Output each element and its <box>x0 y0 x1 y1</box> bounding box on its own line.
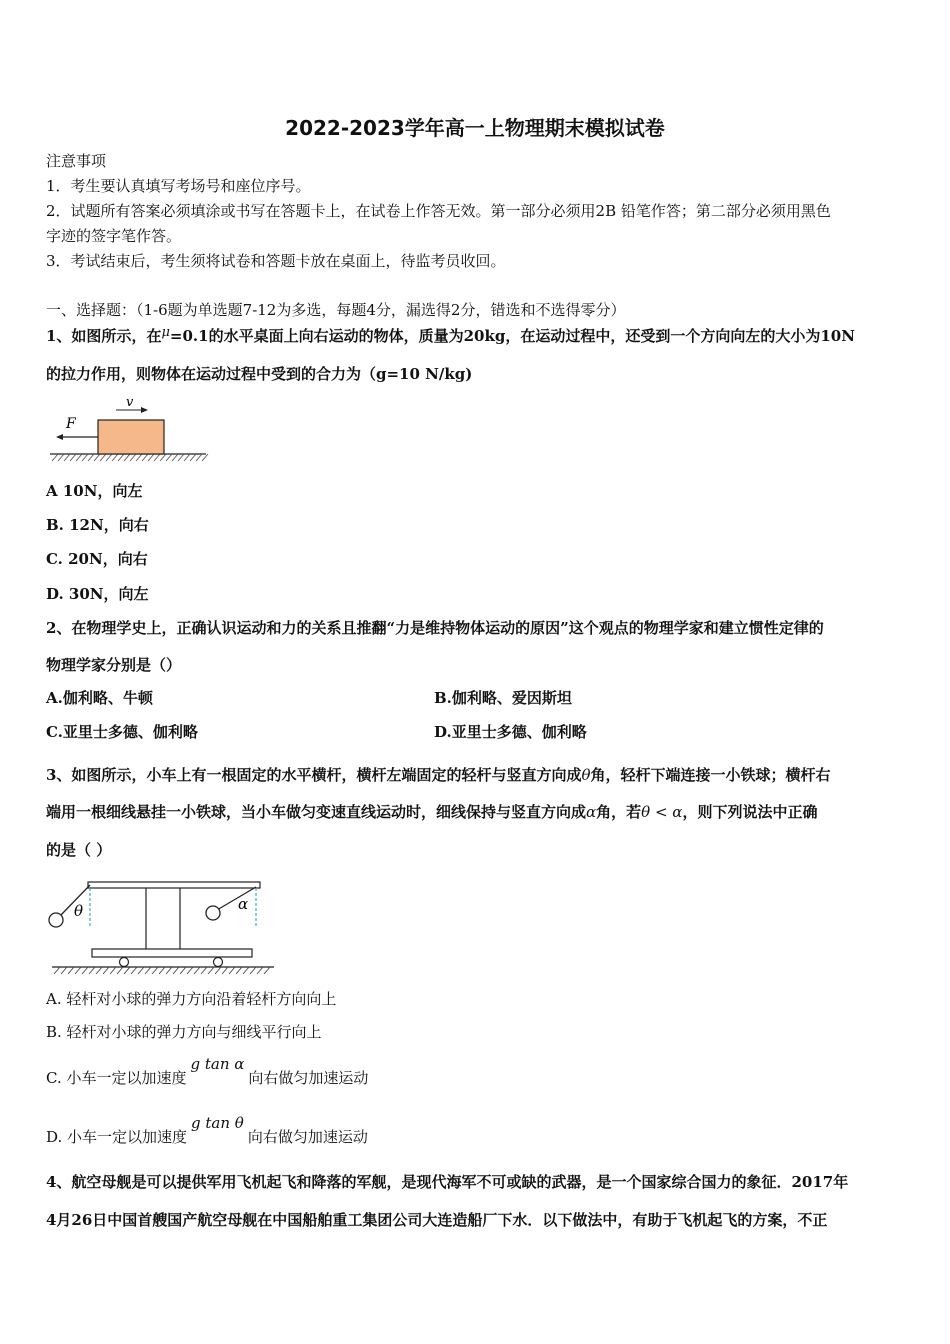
q3-option-c <box>46 1055 908 1089</box>
q3-theta: θ <box>581 766 591 784</box>
q1-option-c: C. 20N，向右 <box>46 550 148 568</box>
left-ball <box>49 913 63 927</box>
q3-option-d <box>46 1114 908 1148</box>
q4-line-1: 4、航空母舰是可以提供军用飞机起飞和降落的军舰，是现代海军不可或缺的武器，是一个国家综合国力的象征．2017年 <box>46 1173 849 1191</box>
force-arrowhead <box>56 434 63 440</box>
q2-option-d: D.亚里士多德、伽利略 <box>434 723 587 741</box>
q3-text-1b: 角，轻杆下端连接一小铁球；横杆右 <box>590 766 831 784</box>
q3-optd-text-a: D. 小车一定以加速度 <box>46 1128 188 1146</box>
q1-figure <box>46 393 211 468</box>
q1-line-1 <box>46 325 908 349</box>
q3-text-2b: 角，若 <box>596 803 642 821</box>
q3-line-3: 的是（ ） <box>46 841 112 859</box>
notice-item-2: 2．试题所有答案必须填涂或书写在答题卡上，在试卷上作答无效。第一部分必须用2B 铅笔作答；第二部分必须用黑色 <box>46 202 831 220</box>
string <box>217 887 256 910</box>
notice-item-1: 1．考生要认真填写考场号和座位序号。 <box>46 177 311 195</box>
q2-line-2: 物理学家分别是（） <box>46 656 182 674</box>
q2-option-c: C.亚里士多德、伽利略 <box>46 723 198 741</box>
cart-wheel-left <box>120 958 129 967</box>
force-label: F <box>66 416 76 432</box>
cart-ground <box>52 967 274 974</box>
q1-option-d: D. 30N，向左 <box>46 585 149 603</box>
q3-optc-math: g tan α <box>190 1055 245 1073</box>
q3-text-2c: ，则下列说法中正确 <box>682 803 818 821</box>
q3-text-1a: 3、如图所示，小车上有一根固定的水平横杆，横杆左端固定的轻杆与竖直方向成 <box>46 766 582 784</box>
velocity-arrowhead <box>141 407 148 413</box>
velocity-label: v <box>126 395 134 410</box>
q1-option-a: A 10N，向左 <box>46 482 143 500</box>
notice-item-2-cont: 字迹的签字笔作答。 <box>46 227 182 245</box>
q3-option-a: A. 轻杆对小球的弹力方向沿着轻杆方向向上 <box>46 990 337 1008</box>
q3-optc-text-b: 向右做匀加速运动 <box>248 1069 369 1087</box>
horizontal-bar <box>88 882 260 888</box>
q3-optd-math: g tan θ <box>191 1114 244 1132</box>
q3-figure <box>44 876 279 980</box>
notice-heading: 注意事项 <box>46 152 107 170</box>
q3-alpha: α <box>586 803 597 821</box>
q3-line-1 <box>46 764 908 786</box>
q1-option-b: B. 12N，向右 <box>46 516 149 534</box>
right-ball <box>206 906 220 920</box>
q3-text-2a: 端用一根细线悬挂一小铁球，当小车做匀变速直线运动时，细线保持与竖直方向成 <box>46 803 587 821</box>
cart-wheel-right <box>214 958 223 967</box>
q4-line-2: 4月26日中国首艘国产航空母舰在中国船舶重工集团公司大连造船厂下水．以下做法中，有助于飞机起飞的方案，不正 <box>46 1211 828 1229</box>
q1-text-a: 1、如图所示，在 <box>46 327 162 345</box>
q1-text-b: =0.1的水平桌面上向右运动的物体，质量为20kg，在运动过程中，还受到一个方向向左的大小为10N <box>169 327 855 345</box>
theta-label: θ <box>74 902 84 920</box>
q2-line-1: 2、在物理学史上，正确认识运动和力的关系且推翻“力是维持物体运动的原因”这个观点的物理学家和建立惯性定律的 <box>46 619 824 637</box>
q3-optc-text-a: C. 小车一定以加速度 <box>46 1069 187 1087</box>
section-heading: 一、选择题：（1-6题为单选题7-12为多选，每题4分，漏选得2分，错选和不选得零分） <box>46 301 626 319</box>
q3-optd-text-b: 向右做匀加速运动 <box>247 1128 368 1146</box>
q2-option-b: B.伽利略、爱因斯坦 <box>434 689 572 707</box>
page-title: 2022-2023学年高一上物理期末模拟试卷 <box>285 116 665 140</box>
block <box>98 420 164 454</box>
q3-compare: θ < α <box>641 803 683 821</box>
notice-item-3: 3．考试结束后，考生须将试卷和答题卡放在桌面上，待监考员收回。 <box>46 252 506 270</box>
q1-line-2: 的拉力作用，则物体在运动过程中受到的合力为（g=10 N/kg) <box>46 365 473 383</box>
q3-line-2 <box>46 801 908 823</box>
cart-body <box>92 949 252 957</box>
alpha-label: α <box>238 895 249 913</box>
ground-hatch <box>50 454 208 461</box>
q2-option-a: A.伽利略、牛顿 <box>46 689 153 707</box>
q1-mu: μ <box>161 325 170 340</box>
q3-option-b: B. 轻杆对小球的弹力方向与细线平行向上 <box>46 1023 322 1041</box>
